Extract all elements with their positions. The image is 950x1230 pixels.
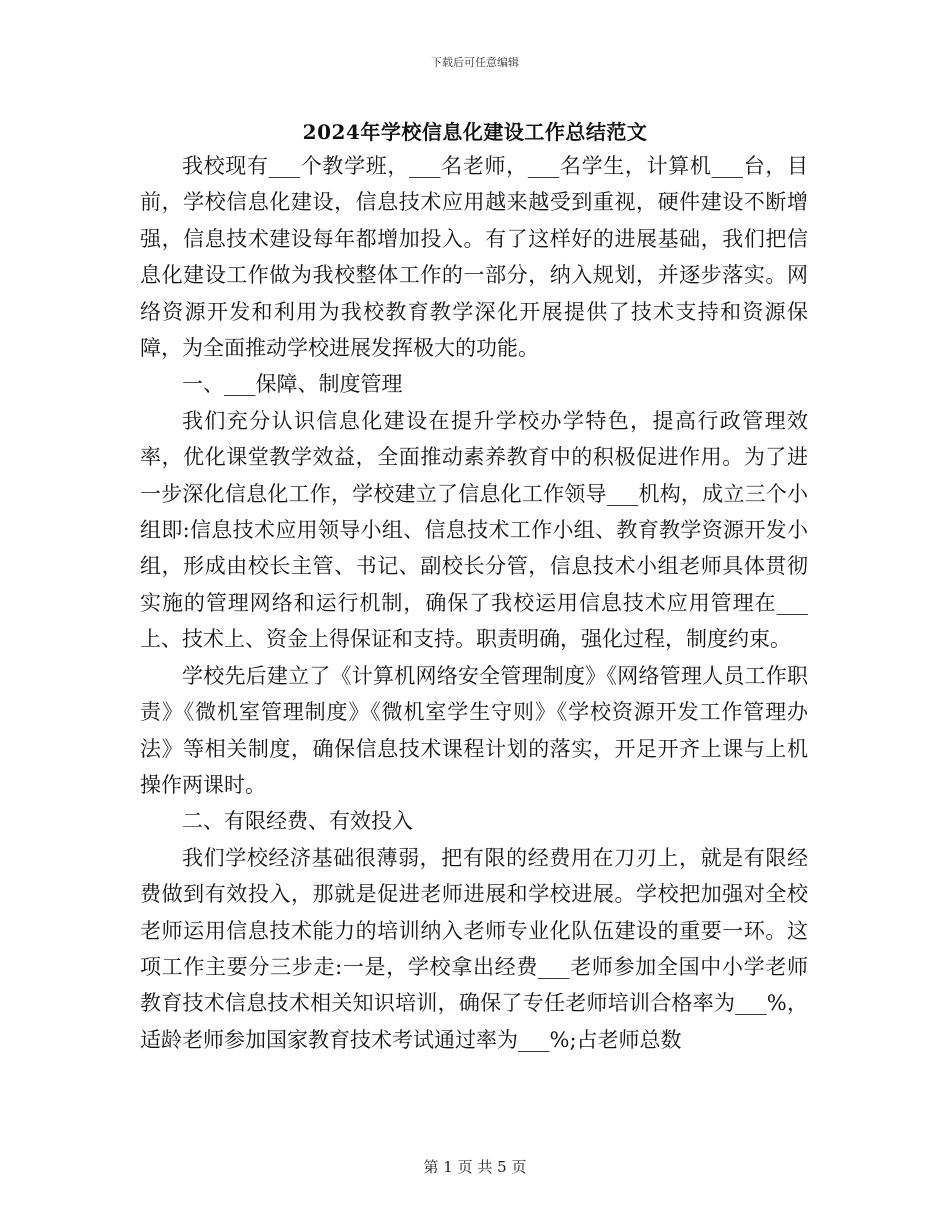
document-body (140, 148, 808, 1058)
section-heading-2: 二、有限经费、有效投入 (182, 809, 413, 834)
paragraph-regulations: 学校先后建立了《计算机网络安全管理制度》《网络管理人员工作职责》《微机室管理制度》《微机室学生守则》《学校资源开发工作管理办法》等相关制度，确保信息技术课程计划的落实，开足开齐上课与上机操作两课时。 (140, 663, 808, 797)
section-heading-1: 一、___保障、制度管理 (182, 372, 403, 397)
page-number-footer: 第 1 页 共 5 页 (423, 1158, 527, 1176)
paragraph-section-2: 我们学校经济基础很薄弱，把有限的经费用在刀刃上，就是有限经费做到有效投入，那就是促进老师进展和学校进展。学校把加强对全校老师运用信息技术能力的培训纳入老师专业化队伍建设的重要一环。这项工作主要分三步走:一是，学校拿出经费___老师参加全国中小学老师教育技术信息技术相关知识培训，确保了专任老师培训合格率为___%，适龄老师参加国家教育技术考试通过率为___%;占老师总数 (140, 845, 808, 1052)
document-title: 2024年学校信息化建设工作总结范文 (302, 120, 648, 144)
paragraph-section-1: 我们充分认识信息化建设在提升学校办学特色，提高行政管理效率，优化课堂教学效益，全面推动素养教育中的积极促进作用。为了进一步深化信息化工作，学校建立了信息化工作领导___机构，成立三个小组即:信息技术应用领导小组、信息技术工作小组、教育教学资源开发小组，形成由校长主管、书记、副校长分管，信息技术小组老师具体贯彻实施的管理网络和运行机制，确保了我校运用信息技术应用管理在___上、技术上、资金上得保证和支持。职责明确，强化过程，制度约束。 (140, 408, 808, 652)
page-header-note: 下载后可任意编辑 (431, 56, 519, 69)
paragraph-intro: 我校现有___个教学班，___名老师，___名学生，计算机___台，目前，学校信息化建设，信息技术应用越来越受到重视，硬件建设不断增强，信息技术建设每年都增加投入。有了这样好的进展基础，我们把信息化建设工作做为我校整体工作的一部分，纳入规划，并逐步落实。网络资源开发和利用为我校教育教学深化开展提供了技术支持和资源保障，为全面推动学校进展发挥极大的功能。 (140, 154, 808, 361)
